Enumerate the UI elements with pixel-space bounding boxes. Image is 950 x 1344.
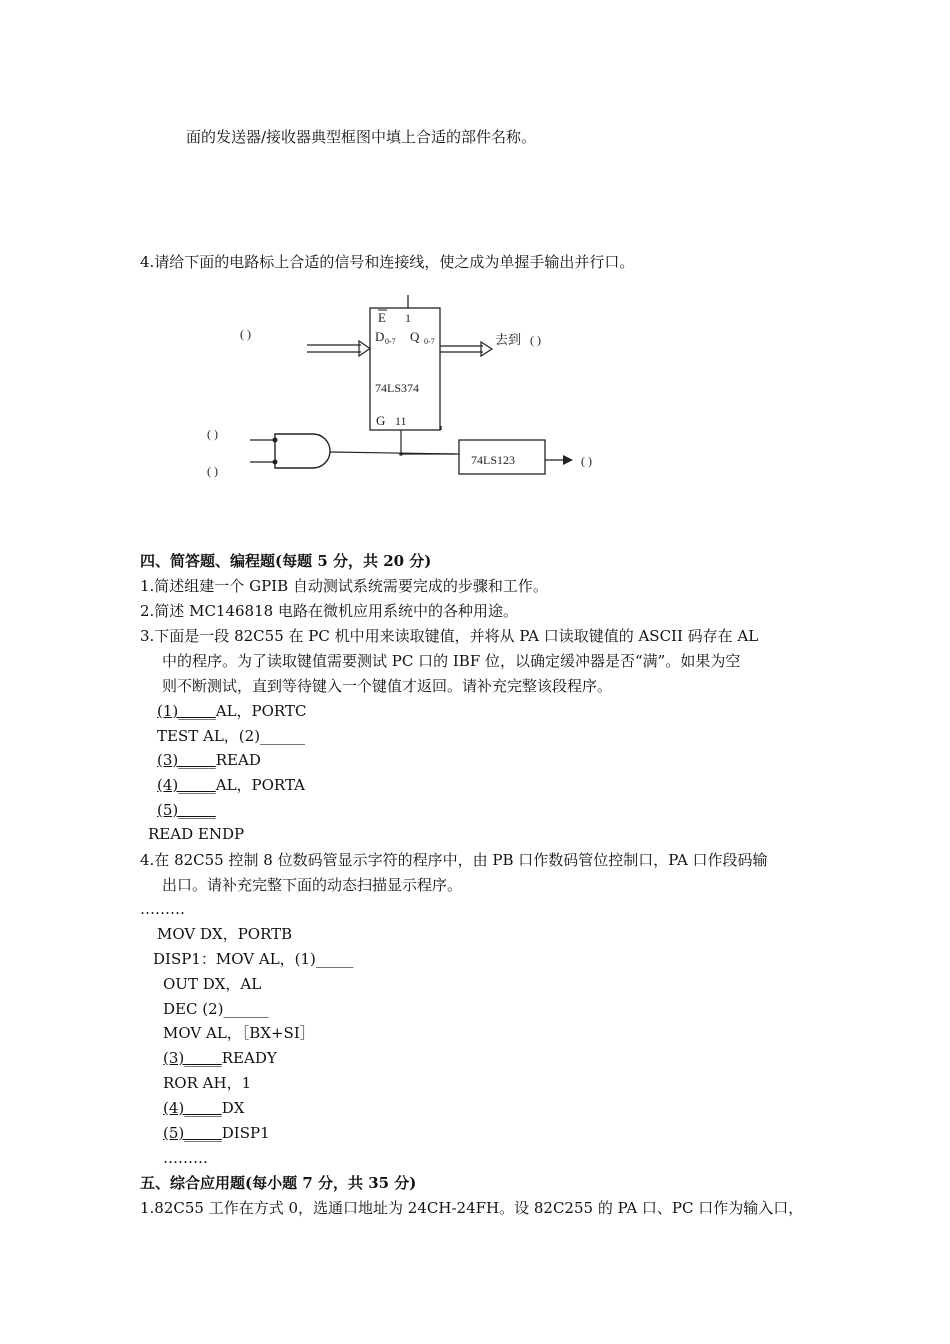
q3-code-line: [157, 800, 216, 820]
dots-bottom: ………: [163, 1149, 208, 1167]
oneshot-output-arrow: [563, 455, 573, 465]
q3-end-line: READ ENDP: [148, 825, 245, 843]
input-bus-arrow: [359, 341, 370, 356]
s4-question-4-line1: 4.在 82C55 控制 8 位数码管显示字符的程序中，由 PB 口作数码管位控制口，PA 口作段码输: [140, 851, 768, 869]
question-4-prompt: 4.请给下面的电路标上合适的信号和连接线，使之成为单握手输出并行口。: [140, 253, 635, 271]
dots-top: ………: [140, 900, 185, 918]
oneshot-name: 74LS123: [471, 453, 516, 467]
oneshot-output-blank: ( ): [581, 454, 592, 468]
intro-line: 面的发送器/接收器典型框图中填上合适的部件名称。: [186, 128, 537, 146]
s4-question-3-line2: 中的程序。为了读取键值需要测试 PC 口的 IBF 位，以确定缓冲器是否“满”。如果为空: [162, 652, 741, 670]
s4-question-3-line1: 3.下面是一段 82C55 在 PC 机中用来读取键值，并将从 PA 口读取键值的 ASCII 码存在 AL: [140, 627, 759, 645]
chip-q-label: Q: [410, 329, 420, 344]
q3-code-line: (3)_____READ: [157, 751, 261, 769]
q3-blank: (4)_____: [157, 776, 216, 794]
chip-g-pin: 11: [395, 414, 407, 428]
q3-code-line: TEST AL，(2)______: [157, 727, 306, 745]
chip-e-pin: 1: [405, 311, 411, 325]
output-blank: ( ): [530, 333, 541, 347]
section-4-title: 四、简答题、编程题(每题 5 分，共 20 分): [140, 552, 432, 570]
chip-74ls374: [370, 308, 440, 430]
chip-q-sub: 0-7: [424, 337, 435, 346]
q4-code-line: MOV AL，［BX+SI］: [163, 1024, 315, 1042]
q3-code-line: (4)_____AL，PORTA: [157, 776, 305, 794]
input-blank: ( ): [240, 327, 251, 341]
q3-code-line: (1)_____AL，PORTC: [157, 702, 307, 720]
q4-blank: (4)_____: [163, 1099, 222, 1117]
chip-g-label: G: [376, 413, 386, 428]
q4-code-line: DEC (2)______: [163, 1000, 269, 1018]
q3-blank: (5)_____: [157, 801, 216, 819]
q4-code-line: DISP1：MOV AL，(1)_____: [153, 950, 354, 968]
output-label: 去到: [495, 332, 522, 347]
q4-code-line: ROR AH，1: [163, 1074, 252, 1092]
q4-blank: (5)_____: [163, 1124, 222, 1142]
q4-code-line: MOV DX，PORTB: [157, 925, 293, 943]
q4-code-line: (4)_____DX: [163, 1099, 245, 1117]
section-5-title: 五、综合应用题(每小题 7 分，共 35 分): [140, 1174, 417, 1192]
gate-input2-blank: ( ): [207, 464, 218, 478]
s4-question-1: 1.简述组建一个 GPIB 自动测试系统需要完成的步骤和工作。: [140, 577, 548, 595]
chip-name: 74LS374: [375, 381, 420, 395]
circuit-diagram: [195, 290, 665, 490]
q4-code-line: OUT DX，AL: [163, 975, 262, 993]
chip-d-sub: 0-7: [385, 337, 396, 346]
q3-blank: (1)_____: [157, 702, 216, 720]
s4-question-4-line2: 出口。请补充完整下面的动态扫描显示程序。: [162, 876, 463, 894]
s5-question-1: 1.82C55 工作在方式 0，选通口地址为 24CH-24FH。设 82C255 的 PA 口、PC 口作为输入口，: [140, 1199, 804, 1217]
chip-e-label: E: [378, 310, 386, 325]
and-gate: [275, 434, 330, 468]
q4-code-line: (5)_____DISP1: [163, 1124, 270, 1142]
q4-blank: (3)_____: [163, 1049, 222, 1067]
gate-input1-blank: ( ): [207, 427, 218, 441]
chip-d-label: D: [375, 329, 385, 344]
q3-blank: (3)_____: [157, 751, 216, 769]
s4-question-2: 2.简述 MC146818 电路在微机应用系统中的各种用途。: [140, 602, 518, 620]
q4-code-line: (3)_____READY: [163, 1049, 277, 1067]
s4-question-3-line3: 则不断测试，直到等待键入一个键值才返回。请补充完整该段程序。: [162, 677, 613, 695]
output-bus-arrow: [481, 342, 492, 356]
